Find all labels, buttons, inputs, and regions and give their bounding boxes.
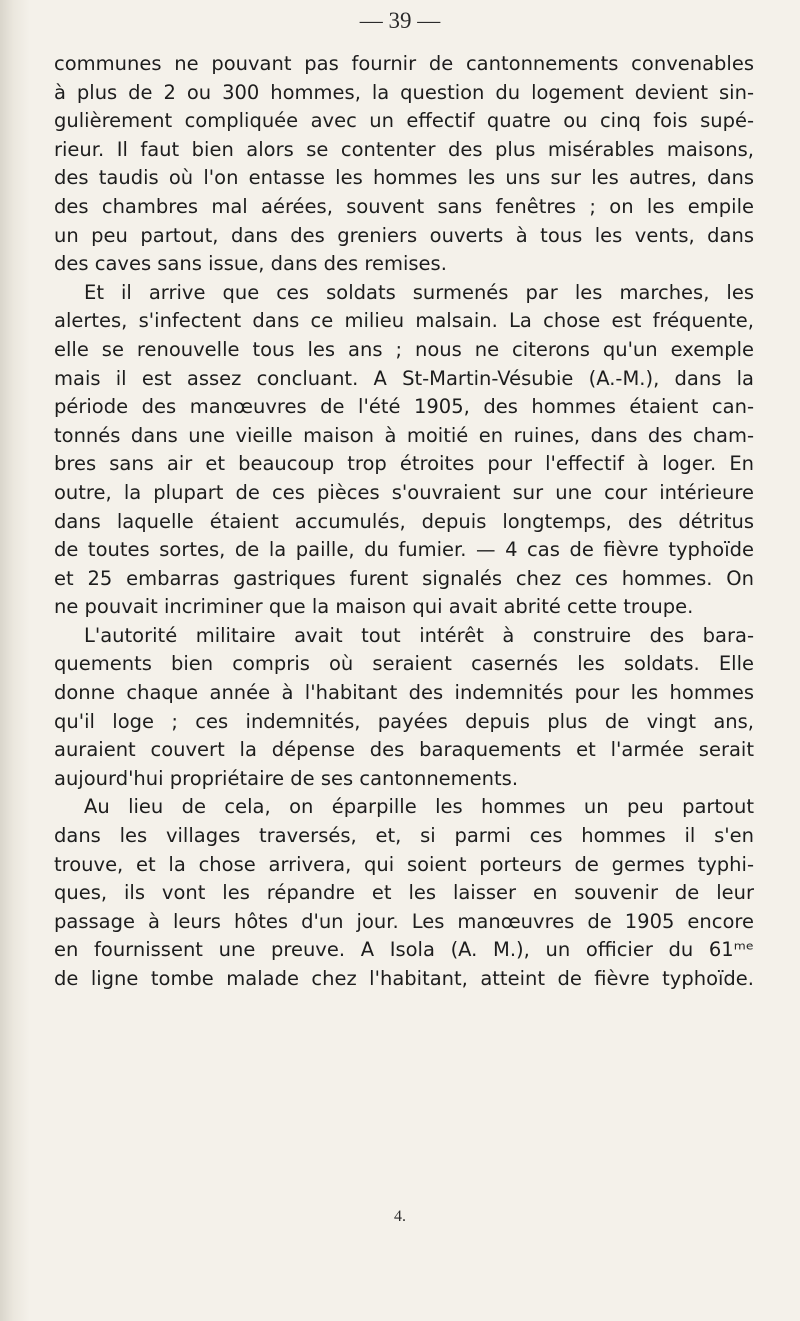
body-text: [54, 50, 754, 994]
text-line: quements bien compris où seraient casernés les soldats. Elle: [54, 652, 754, 676]
paragraph-start-line: L'autorité militaire avait tout intérêt à construire des bara-: [84, 623, 754, 647]
text-line: qu'il loge ; ces indemnités, payées depuis plus de vingt ans,: [54, 709, 754, 733]
text-line: bres sans air et beaucoup trop étroites pour l'effectif à loger. En: [54, 452, 754, 476]
text-line: donne chaque année à l'habitant des indemnités pour les hommes: [54, 681, 754, 705]
text-line: alertes, s'infectent dans ce milieu malsain. La chose est fréquente,: [54, 309, 754, 333]
text-line: un peu partout, dans des greniers ouverts à tous les vents, dans: [54, 223, 754, 247]
text-line: de ligne tombe malade chez l'habitant, atteint de fièvre typhoïde.: [54, 967, 754, 990]
text-line: des chambres mal aérées, souvent sans fenêtres ; on les empile: [54, 194, 754, 218]
text-line: passage à leurs hôtes d'un jour. Les manœuvres de 1905 encore: [54, 909, 754, 933]
text-line: communes ne pouvant pas fournir de cantonnements convenables: [54, 52, 754, 75]
paragraph-end-line: des caves sans issue, dans des remises.: [54, 252, 447, 276]
page-edge-shadow: [0, 0, 30, 1321]
text-line: à plus de 2 ou 300 hommes, la question du logement devient sin-: [54, 80, 754, 104]
text-line: auraient couvert la dépense des baraquements et l'armée serait: [54, 738, 754, 762]
paragraph-end-line: ne pouvait incriminer que la maison qui avait abrité cette troupe.: [54, 595, 694, 619]
text-line: et 25 embarras gastriques furent signalés chez ces hommes. On: [54, 566, 754, 590]
text-line: en fournissent une preuve. A Isola (A. M.), un officier du 61ᵐᵉ: [54, 938, 754, 962]
text-line: ques, ils vont les répandre et les laisser en souvenir de leur: [54, 881, 754, 905]
text-line: tonnés dans une vieille maison à moitié en ruines, dans des cham-: [54, 423, 754, 447]
paragraph-start-line: Au lieu de cela, on éparpille les hommes un peu partout: [84, 795, 754, 819]
text-line: dans les villages traversés, et, si parmi ces hommes il s'en: [54, 824, 754, 848]
text-line: de toutes sortes, de la paille, du fumier. — 4 cas de fièvre typhoïde: [54, 538, 754, 562]
text-line: trouve, et la chose arrivera, qui soient porteurs de germes typhi-: [54, 852, 754, 876]
text-line: elle se renouvelle tous les ans ; nous ne citerons qu'un exemple: [54, 337, 754, 361]
text-line: dans laquelle étaient accumulés, depuis longtemps, des détritus: [54, 509, 754, 533]
text-line: gulièrement compliquée avec un effectif quatre ou cinq fois supé-: [54, 109, 754, 133]
paragraph-start-line: Et il arrive que ces soldats surmenés par les marches, les: [84, 280, 754, 304]
page-number: — 39 —: [359, 8, 441, 33]
text-line: des taudis où l'on entasse les hommes les uns sur les autres, dans: [54, 166, 754, 190]
text-line: outre, la plupart de ces pièces s'ouvraient sur une cour intérieure: [54, 480, 754, 504]
paragraph-end-line: aujourd'hui propriétaire de ses cantonnements.: [54, 766, 519, 790]
signature-mark: 4.: [394, 1208, 406, 1225]
text-line: mais il est assez concluant. A St-Martin-Vésubie (A.-M.), dans la: [54, 366, 754, 390]
text-line: période des manœuvres de l'été 1905, des hommes étaient can-: [54, 395, 754, 419]
text-line: rieur. Il faut bien alors se contenter des plus misérables maisons,: [54, 137, 754, 161]
